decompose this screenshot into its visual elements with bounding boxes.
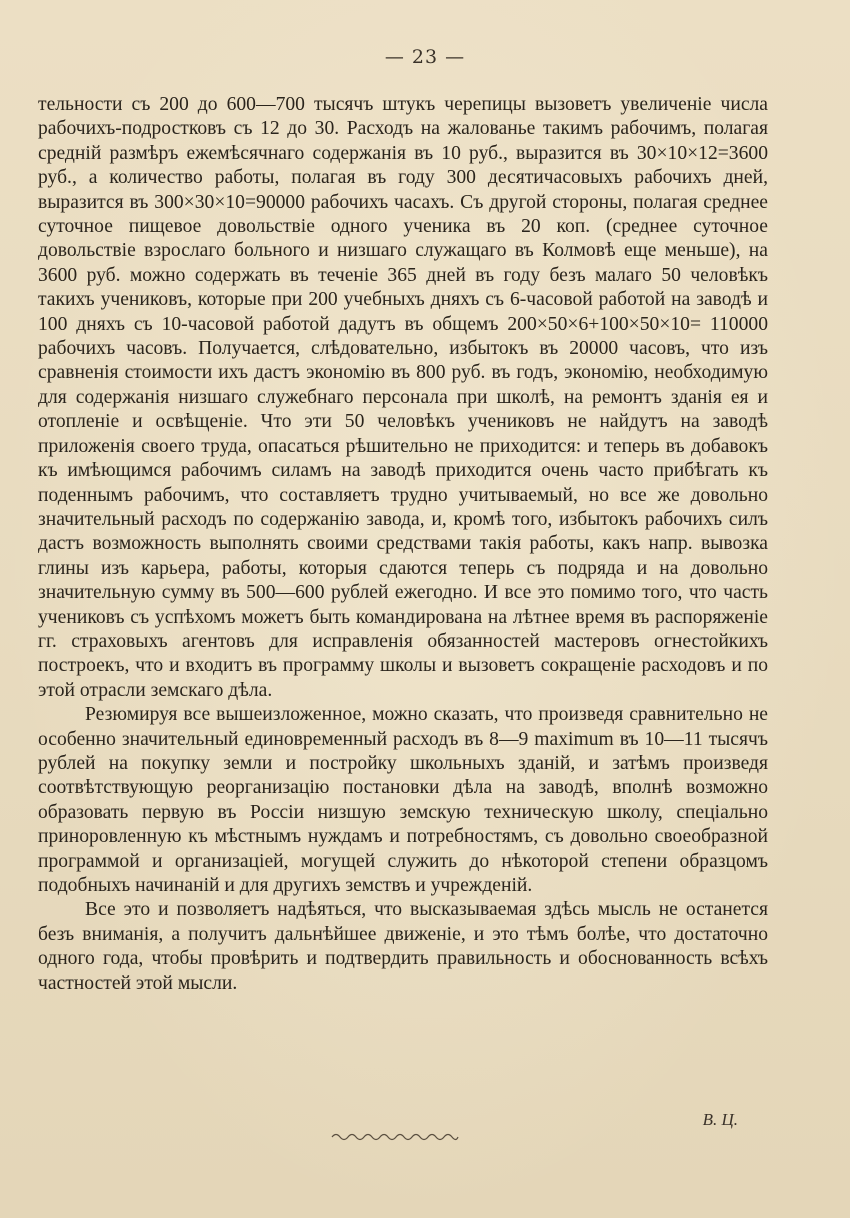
paragraph-3: Все это и позволяетъ надѣяться, что высказываемая здѣсь мысль не останется безъ вниманія, а получитъ дальнѣйшее движеніе, и это тѣмъ болѣе, что достаточно одного года, чтобы провѣрить и подтвердить правильность и обоснованность всѣхъ частностей этой мысли. [38,899,768,994]
author-signature: В. Ц. [702,1110,738,1129]
body-text [38,93,768,996]
paragraph-1: тельности съ 200 до 600—700 тысячъ штукъ черепицы вызоветъ увеличеніе числа рабочихъ-подростковъ съ 12 до 30. Расходъ на жалованье такимъ рабочимъ, полагая среднiй размѣръ ежемѣсячнаго содержанія въ 10 руб., выразится въ 30×10×12=3600 руб., а количество работы, полагая въ году 300 десятичасовыхъ рабочихъ дней, выразится въ 300×30×10=90000 рабочихъ часахъ. Съ другой стороны, полагая среднее суточное пищевое довольствіе одного ученика въ 20 коп. (среднее суточное довольствіе взрослаго больного и низшаго служащаго въ Колмовѣ еще меньше), на 3600 руб. можно содержать въ теченіе 365 дней въ году безъ малаго 50 человѣкъ такихъ учениковъ, которые при 200 учебныхъ дняхъ съ 6-часовой работой на заводѣ и 100 дняхъ съ 10-часовой работой дадутъ въ общемъ 200×50×6+100×50×10= 110000 рабочихъ часовъ. Получается, слѣдовательно, избытокъ въ 20000 часовъ, что изъ сравненія стоимости ихъ дастъ экономію въ 800 руб. въ годъ, экономію, необходимую для содержанія низшаго служебнаго персонала при школѣ, на ремонтъ зданія ея и отопленіе и освѣщеніе. Что эти 50 человѣкъ учениковъ не найдутъ на заводѣ приложенія своего труда, опасаться рѣшительно не приходится: и теперь въ добавокъ къ имѣющимся рабочимъ силамъ на заводѣ приходится очень часто прибѣгать къ поденнымъ рабочимъ, что составляетъ трудно учитываемый, но все же довольно значительный расходъ по содержанію завода, и, кромѣ того, избытокъ рабочихъ силъ дастъ возможность выполнять своими средствами такія работы, какъ напр. вывозка глины изъ карьера, работы, которыя сдаются теперь съ подряда и на довольно значительную сумму въ 500—600 рублей ежегодно. И все это помимо того, что часть учениковъ съ успѣхомъ можетъ быть командирована на лѣтнее время въ распоряженіе гг. страховыхъ агентовъ для исправленія обязанностей мастеровъ огнестойкихъ построекъ, что и входитъ въ программу школы и вызоветъ сокращеніе расходовъ и по этой отрасли земскаго дѣла. [38,94,768,701]
paragraph-2: Резюмируя все вышеизложенное, можно сказать, что произведя сравнительно не особенно значительный единовременный расходъ въ 8—9 maximum въ 10—11 тысячъ рублей на покупку земли и постройку школьныхъ зданій, и затѣмъ произведя соотвѣтствующую реорганизацію постановки дѣла на заводѣ, вполнѣ возможно образовать первую въ Россіи низшую земскую техническую школу, спеціально приноровленную къ мѣстнымъ нуждамъ и потребностямъ, съ довольно своеобразной программой и организаціей, могущей служить до нѣкоторой степени образцомъ подобныхъ начинаній и для другихъ земствъ и учрежденій. [38,704,768,896]
wavy-ornament-icon [330,1130,460,1144]
page-number: — 23 — [384,46,466,68]
